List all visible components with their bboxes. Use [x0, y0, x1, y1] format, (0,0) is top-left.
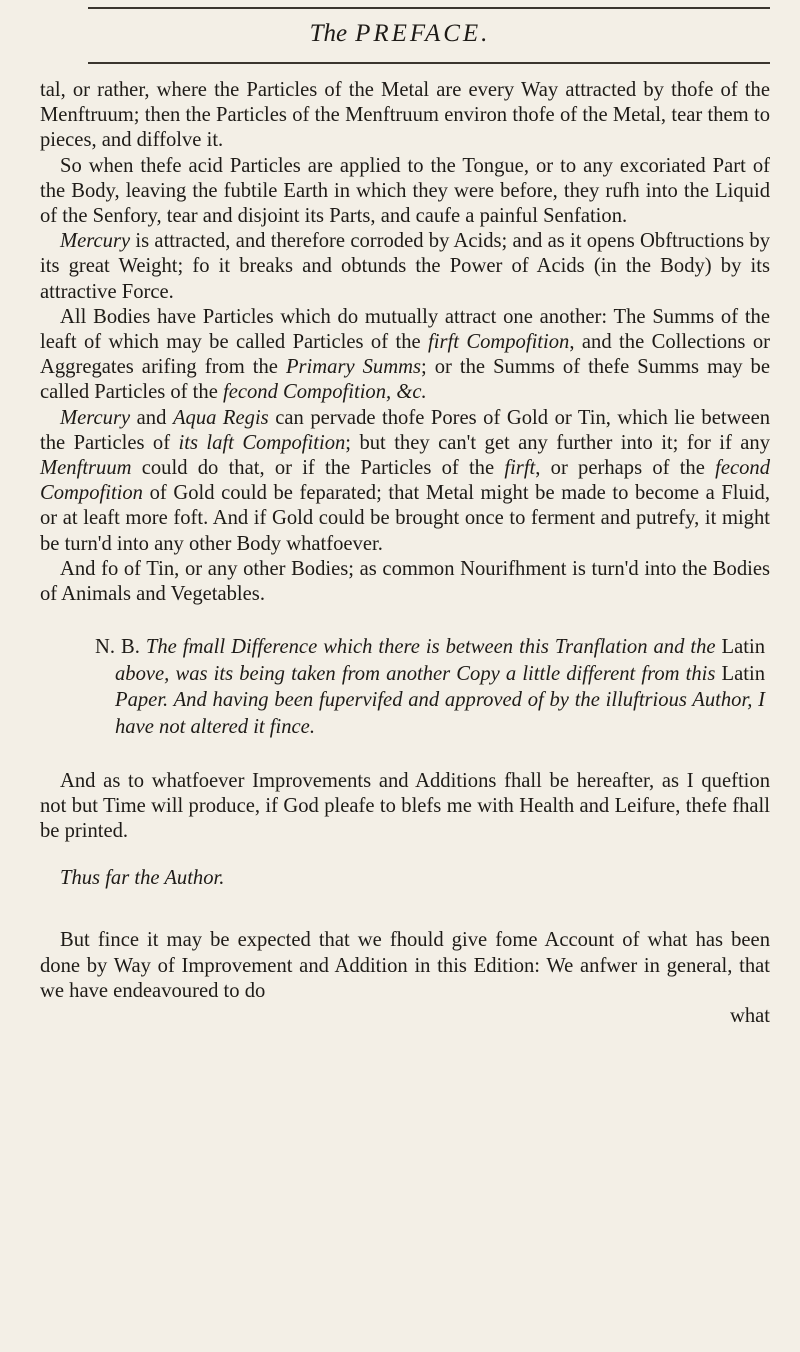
p3-mercury: Mercury — [60, 230, 131, 253]
p5-last-composition: its laft Compofition — [178, 431, 346, 454]
nb-text-d: above, was its being taken from another Copy a little different from this — [115, 662, 722, 685]
p5-text-h: could do that, or if the Particles of the — [131, 457, 505, 480]
nb-label: N. B. — [95, 636, 140, 659]
paragraph-4 — [40, 305, 770, 406]
nb-text-b: The fmall Difference which there is between this Tranflation and the — [139, 636, 722, 659]
paragraph-3 — [40, 229, 770, 305]
p5-menstruum: Menftruum — [40, 457, 132, 480]
header-title: PREFACE. — [355, 20, 491, 47]
p4-etc: , &c. — [386, 381, 427, 404]
paragraph-5 — [40, 406, 770, 557]
nota-bene — [40, 634, 770, 740]
p5-first: firft — [504, 457, 536, 480]
nb-text-f: Paper. And having been fupervifed and approved of by the illuftrious Author, I have not altered it fince. — [115, 689, 765, 739]
paragraph-2: So when thefe acid Particles are applied to the Tongue, or to any excoriated Part of the Body, leaving the fubtile Earth in which they were before, they rufh into the Liquid of the Senfory, tear and disjoint its Parts, and caufe a painful Senfation. — [40, 154, 770, 228]
p5-mercury: Mercury — [60, 406, 131, 429]
paragraph-7: And as to whatfoever Improvements and Additions fhall be hereafter, as I queftion not but Time will produce, if God pleafe to blefs me with Health and Leifure, thefe fhall be printed. — [40, 769, 770, 843]
p5-text-f: ; but they can't get any further into it; for if any — [345, 431, 770, 454]
p5-second-composition: fecond Compofition — [40, 457, 771, 505]
p5-text-d: can pervade thofe Pores of Gold or Tin, which lie between the Particles of — [40, 406, 771, 454]
nb-latin-1: Latin — [721, 636, 765, 659]
p5-text-l: of Gold could be feparated; that Metal might be made to become a Fluid, or at leaft more foft. And if Gold could be brought once to ferment and putrefy, it might be turn'd into any other Body whatfoever. — [40, 482, 770, 555]
p5-and: and — [130, 406, 173, 429]
paragraph-6: And fo of Tin, or any other Bodies; as common Nourifhment is turn'd into the Bodies of Animals and Vegetables. — [40, 557, 770, 606]
p5-text-j: , or perhaps of the — [535, 457, 716, 480]
p5-aqua-regis: Aqua Regis — [172, 406, 269, 429]
nb-latin-2: Latin — [721, 662, 765, 685]
p3-rest: is attracted, and therefore corroded by Acids; and as it opens Obftructions by its great Weight; fo it breaks and obtunds the Power of Acids (in the Body) by its attractive Force. — [40, 230, 770, 303]
header-prefix: The — [309, 20, 348, 47]
running-header — [0, 14, 800, 54]
p4-primary-summs: Primary Summs — [285, 356, 421, 379]
header-rule-bottom — [88, 62, 770, 64]
thus-far-line: Thus far the Author. — [60, 867, 225, 890]
p4-first-composition: firft Compofition — [428, 331, 570, 354]
body-text — [40, 78, 770, 1029]
p4-text-e: ; or the Summs of thefe Summs may be called Particles of the — [40, 356, 770, 404]
p4-text-a: All Bodies have Particles which do mutually attract one another: The Summs of the leaft of which may be called Particles of the — [40, 305, 770, 354]
paragraph-1: tal, or rather, where the Particles of the Metal are every Way attracted by thofe of the Menftruum; then the Particles of the Menftruum environ thofe of the Metal, tear them to pieces, and diffolve it. — [40, 79, 770, 152]
p4-second-composition: fecond Compofition — [222, 381, 387, 404]
catchword: what — [729, 1005, 770, 1028]
p4-text-c: , and the Collections or Aggregates arifing from the — [40, 331, 770, 379]
header-rule-top — [88, 7, 770, 9]
paragraph-9: But fince it may be expected that we fhould give fome Account of what has been done by Way of Improvement and Addition in this Edition: We anfwer in general, that we have endeavoured to do — [40, 929, 770, 1002]
